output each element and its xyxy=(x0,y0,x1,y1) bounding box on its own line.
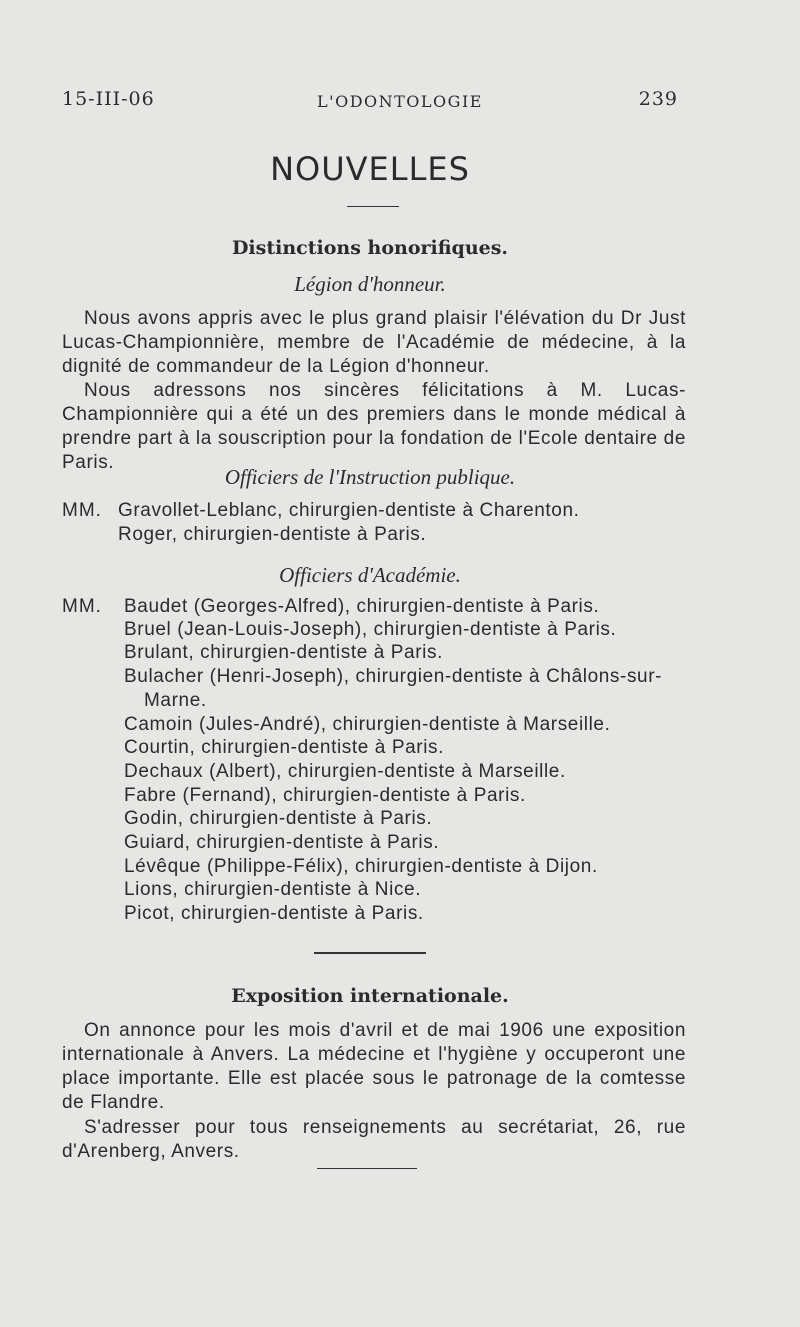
section-title-distinctions: Distinctions honorifiques. xyxy=(231,237,509,259)
list-item: Bruel (Jean-Louis-Joseph), chirurgien-dentiste à Paris. xyxy=(124,619,617,640)
list-item: Guiard, chirurgien-dentiste à Paris. xyxy=(124,832,440,853)
list-item: Camoin (Jules-André), chirurgien-dentiste à Marseille. xyxy=(124,714,611,735)
end-divider xyxy=(317,1168,417,1169)
title-divider xyxy=(347,206,399,207)
list-item: Picot, chirurgien-dentiste à Paris. xyxy=(124,903,424,924)
list-item: Roger, chirurgien-dentiste à Paris. xyxy=(118,524,427,545)
list-item: Lévêque (Philippe-Félix), chirurgien-dentiste à Dijon. xyxy=(124,856,598,877)
subsection-title-instruction: Officiers de l'Instruction publique. xyxy=(224,465,516,489)
paragraph-exposition-1: On annonce pour les mois d'avril et de mai 1906 une exposition internationale à Anvers. La médecine et l'hygiène y occuperont une place importante. Elle est placée sous le patronage de la comtesse de Flandre. xyxy=(62,1020,686,1113)
list-prefix-instruction: MM. xyxy=(62,500,102,521)
list-prefix-academie: MM. xyxy=(62,596,102,617)
list-item: Courtin, chirurgien-dentiste à Paris. xyxy=(124,737,445,758)
paragraph-legion-1: Nous avons appris avec le plus grand plaisir l'élévation du Dr Just Lucas-Championnière, membre de l'Académie de médecine, à la dignité de commandeur de la Légion d'honneur. xyxy=(62,308,686,377)
list-item-continuation: Marne. xyxy=(144,690,207,711)
list-item: Brulant, chirurgien-dentiste à Paris. xyxy=(124,642,443,663)
list-item: Baudet (Georges-Alfred), chirurgien-dentiste à Paris. xyxy=(124,596,600,617)
list-item: Bulacher (Henri-Joseph), chirurgien-dentiste à Châlons-sur- xyxy=(124,666,663,687)
list-item: Godin, chirurgien-dentiste à Paris. xyxy=(124,808,433,829)
header-date: 15-III-06 xyxy=(62,88,155,110)
section-title-exposition: Exposition internationale. xyxy=(231,985,509,1007)
page-title: NOUVELLES xyxy=(270,150,470,188)
header-journal-title: L'ODONTOLOGIE xyxy=(317,92,483,111)
list-item: Fabre (Fernand), chirurgien-dentiste à Paris. xyxy=(124,785,526,806)
list-item: Gravollet-Leblanc, chirurgien-dentiste à Charenton. xyxy=(118,500,580,521)
subsection-title-academie: Officiers d'Académie. xyxy=(279,563,461,587)
header-page-number: 239 xyxy=(638,88,678,110)
subsection-title-legion: Légion d'honneur. xyxy=(294,272,446,296)
list-item: Dechaux (Albert), chirurgien-dentiste à Marseille. xyxy=(124,761,566,782)
section-divider xyxy=(314,952,426,954)
paragraph-exposition-2: S'adresser pour tous renseignements au secrétariat, 26, rue d'Arenberg, Anvers. xyxy=(62,1117,686,1162)
paragraph-legion-2: Nous adressons nos sincères félicitations à M. Lucas-Championnière qui a été un des premiers dans le monde médical à prendre part à la souscription pour la fondation de l'Ecole dentaire de Paris. xyxy=(62,380,686,473)
list-item: Lions, chirurgien-dentiste à Nice. xyxy=(124,879,422,900)
